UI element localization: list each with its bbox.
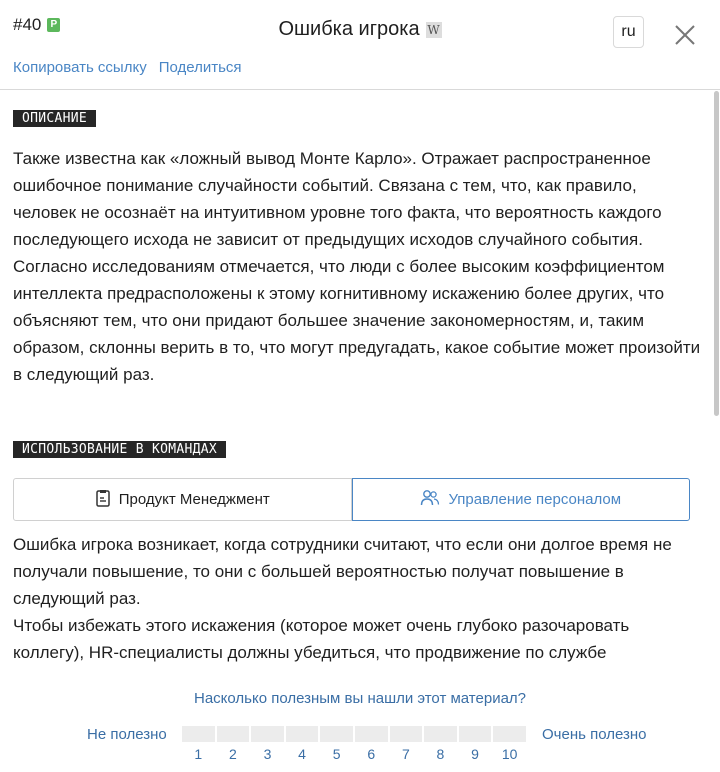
tab-hr-management[interactable] — [352, 478, 691, 521]
tab-label: Продукт Менеджмент — [118, 491, 270, 508]
page-title-text: Ошибка игрока — [278, 18, 420, 40]
header-links — [13, 59, 242, 76]
rating-cell[interactable] — [320, 726, 353, 742]
clipboard-icon — [95, 489, 111, 511]
rating-cell[interactable] — [424, 726, 457, 742]
card-number-text: #40 — [13, 15, 42, 34]
rating-number[interactable]: 5 — [332, 746, 341, 762]
tab-label: Управление персоналом — [448, 491, 622, 508]
rating-number[interactable]: 9 — [471, 746, 479, 762]
rating-cell[interactable] — [390, 726, 423, 742]
rating-cell[interactable] — [217, 726, 250, 742]
rating-max-label: Очень полезно — [542, 726, 647, 743]
page-title — [0, 18, 720, 41]
modal-header — [0, 0, 720, 90]
rating-number[interactable]: 10 — [501, 746, 518, 762]
wikipedia-icon[interactable]: W — [427, 23, 440, 37]
feedback-question: Насколько полезным вы нашли этот материал? — [193, 690, 527, 707]
rating-numbers — [182, 746, 526, 762]
rating-cell[interactable] — [493, 726, 526, 742]
people-icon — [420, 489, 440, 511]
rating-cell[interactable] — [355, 726, 388, 742]
feedback-panel — [0, 673, 720, 772]
rating-cell[interactable] — [251, 726, 284, 742]
rating-cell[interactable] — [182, 726, 215, 742]
usage-paragraph: Чтобы избежать этого искажения (которое может очень глубоко разочаровать коллегу), HR-специалисты должны убедиться, что продвижение по службе — [13, 616, 630, 662]
scrollbar[interactable] — [714, 91, 719, 416]
rating-number[interactable]: 7 — [401, 746, 410, 762]
usage-text — [13, 531, 703, 666]
language-button[interactable]: ru — [613, 16, 644, 48]
share-link[interactable]: Поделиться — [158, 59, 242, 76]
description-text — [13, 145, 703, 388]
rating-cell[interactable] — [459, 726, 492, 742]
rating-number[interactable]: 8 — [436, 746, 445, 762]
rating-scale — [182, 726, 526, 742]
close-icon[interactable] — [670, 20, 700, 50]
rating-number[interactable]: 1 — [194, 746, 203, 762]
rating-number[interactable]: 2 — [228, 746, 237, 762]
category-badge: P — [47, 18, 60, 32]
usage-label: ИСПОЛЬЗОВАНИЕ В КОМАНДАХ — [13, 441, 226, 458]
copy-link[interactable]: Копировать ссылку — [13, 59, 147, 76]
tab-product-management[interactable] — [13, 478, 352, 521]
rating-number[interactable]: 6 — [367, 746, 376, 762]
usage-paragraph: Ошибка игрока возникает, когда сотрудники считают, что если они долгое время не получали повышение, то они с большей вероятностью получат повышение в следующий раз. — [13, 535, 672, 608]
content-area[interactable] — [0, 91, 720, 673]
rating-min-label: Не полезно — [87, 726, 167, 743]
team-tabs — [13, 478, 690, 521]
description-paragraph: Согласно исследованиям отмечается, что люди с более высоким коэффициентом интеллекта предрасположены к этому когнитивному искажению более других, что объясняют тем, что они придают большее значение закономерностям, и, таким образом, склонны верить в то, что могут предугадать, какое событие может произойти в следующий раз. — [13, 257, 701, 384]
description-label: ОПИСАНИЕ — [13, 110, 96, 127]
description-paragraph: Также известна как «ложный вывод Монте Карло». Отражает распространенное ошибочное понимание случайности событий. Связана с тем, что, как правило, человек не осознаёт на интуитивном уровне того факта, что вероятность каждого последующего исхода не зависит от предыдущих исходов случайного события. — [13, 149, 662, 249]
rating-number[interactable]: 4 — [298, 746, 306, 762]
rating-number[interactable]: 3 — [263, 746, 272, 762]
rating-cell[interactable] — [286, 726, 319, 742]
